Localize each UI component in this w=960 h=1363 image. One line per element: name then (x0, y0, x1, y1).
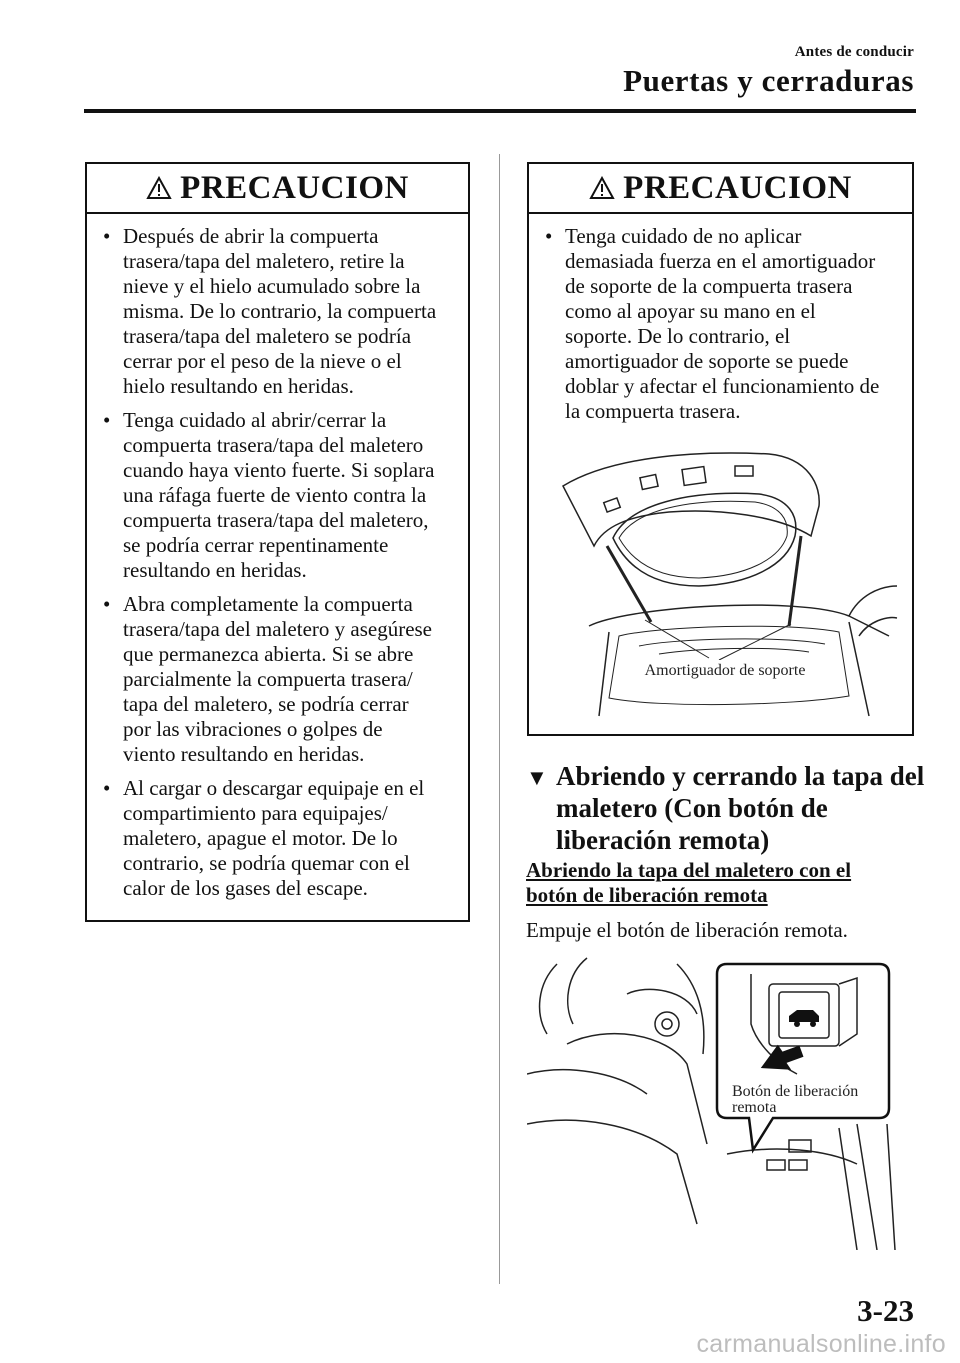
caution-title: PRECAUCION (180, 169, 409, 206)
caution-item: • Después de abrir la compuerta trasera/tapa del maletero, retire la nieve y el hielo acumulado sobre la misma. De lo contrario, la compuerta trasera/tapa del maletero se podría cerrar por el peso de la nieve o el hielo resultando en heridas. (103, 224, 437, 398)
running-header (623, 44, 914, 99)
subheading: Abriendo la tapa del maletero con el botón de liberación remota (526, 858, 852, 907)
header-rule (84, 109, 916, 113)
warning-triangle-icon (589, 176, 615, 200)
caution-box-right (527, 162, 914, 736)
caution-title: PRECAUCION (623, 169, 852, 206)
body-paragraph: Empuje el botón de liberación remota. (526, 918, 848, 942)
caution-list (529, 214, 912, 424)
release-button-illustration (527, 954, 897, 1250)
release-button-label-line1: Botón de liberación (732, 1083, 859, 1100)
chapter-title: Puertas y cerraduras (623, 63, 914, 98)
page-number: 3-23 (857, 1293, 914, 1328)
caution-box-left (85, 162, 470, 922)
caution-header (87, 164, 468, 214)
caution-list (87, 214, 468, 901)
strut-label: Amortiguador de soporte (644, 662, 806, 679)
column-divider (499, 154, 500, 1284)
caution-item: • Tenga cuidado al abrir/cerrar la compuerta trasera/tapa del maletero cuando haya viento fuerte. Si soplara una ráfaga fuerte de viento contra la compuerta trasera/tapa del maletero, se podría cerrar repentinamente resultando en heridas. (103, 408, 435, 582)
caution-header (529, 164, 912, 214)
release-button-label-line2: remota (732, 1099, 777, 1116)
caution-item: • Tenga cuidado de no aplicar demasiada fuerza en el amortiguador de soporte de la compuerta trasera como al apoyar su mano en el soporte. De lo contrario, el amortiguador de soporte se puede doblar y afectar el funcionamiento de la compuerta trasera. (545, 224, 880, 423)
caution-item: • Abra completamente la compuerta trasera/tapa del maletero y asegúrese que permanezca abierta. Si se abre parcialmente la compuerta trasera/ tapa del maletero, se podría cerrar por las vibraciones o golpes de viento resultando en heridas. (103, 592, 433, 766)
triangle-down-icon: ▼ (526, 765, 548, 790)
section-heading: ▼ Abriendo y cerrando la tapa del maletero (Con botón de liberación remota) (526, 761, 925, 855)
section-title: Antes de conducir (794, 44, 914, 60)
warning-triangle-icon (146, 176, 172, 200)
tailgate-illustration (549, 446, 899, 724)
caution-item: • Al cargar o descargar equipaje en el compartimiento para equipajes/ maletero, apague el motor. De lo contrario, se podría quemar con el calor de los gases del escape. (103, 776, 425, 900)
watermark: carmanualsonline.info (696, 1330, 946, 1358)
